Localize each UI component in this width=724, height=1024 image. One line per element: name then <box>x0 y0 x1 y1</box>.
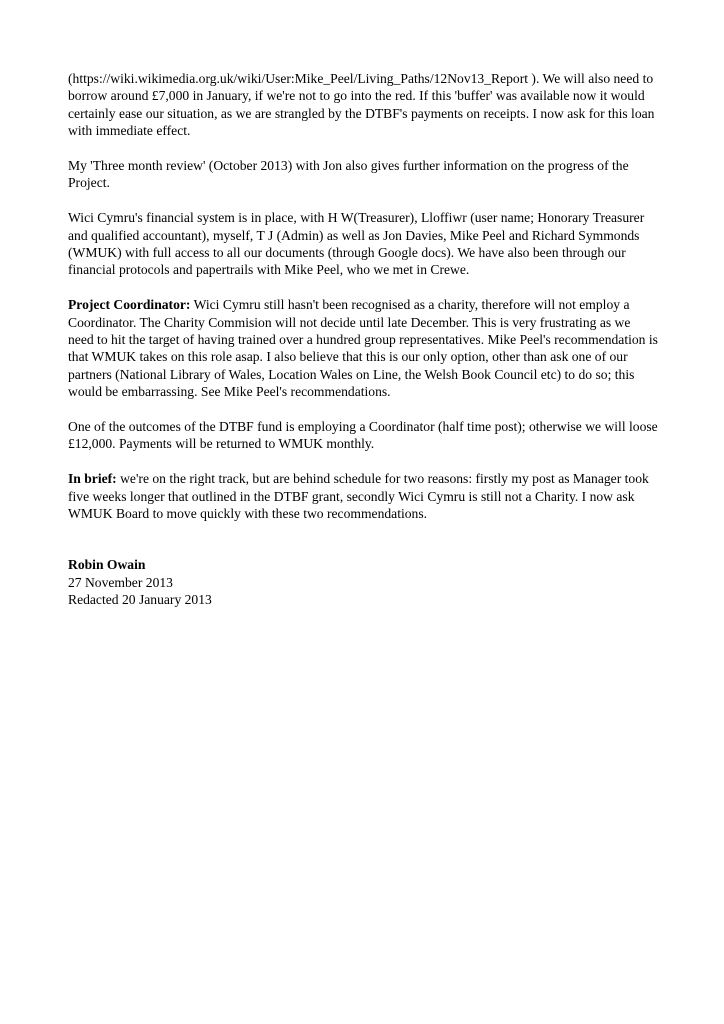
document-page <box>68 70 658 609</box>
paragraph-text: My 'Three month review' (October 2013) with Jon also gives further information on the progress of the Project. <box>68 158 629 191</box>
paragraph-lead: Project Coordinator: <box>68 297 191 313</box>
paragraph-lead: In brief: <box>68 471 117 487</box>
signature-block <box>68 556 658 608</box>
paragraph-dtbf-outcomes <box>68 418 658 453</box>
paragraph-text: Wici Cymru still hasn't been recognised as a charity, therefore will not employ a Coordinator. The Charity Commision will not decide until late December. This is very frustrating as we need to hit the target of having trained over a hundred group representatives. Mike Peel's recommendation is that WMUK takes on this role asap. I also believe that this is our only option, other than ask one of our partners (National Library of Wales, Location Wales on Line, the Welsh Book Council etc) to do so; this would be embarrassing. See Mike Peel's recommendations. <box>68 297 658 400</box>
paragraph-text: Wici Cymru's financial system is in place, with H W(Treasurer), Lloffiwr (user name; Honorary Treasurer and qualified accountant), myself, T J (Admin) as well as Jon Davies, Mike Peel and Richard Symmonds (WMUK) with full access to all our documents (through Google docs). We have also been through our financial protocols and papertrails with Mike Peel, who we met in Crewe. <box>68 210 645 278</box>
paragraph-project-coordinator <box>68 296 658 400</box>
paragraph-in-brief <box>68 470 658 522</box>
paragraph-loan-request <box>68 70 658 140</box>
paragraph-text: One of the outcomes of the DTBF fund is employing a Coordinator (half time post); otherwise we will loose £12,000. Payments will be returned to WMUK monthly. <box>68 419 658 452</box>
signature-name: Robin Owain <box>68 557 146 573</box>
paragraph-text: (https://wiki.wikimedia.org.uk/wiki/User:Mike_Peel/Living_Paths/12Nov13_Report ). We will also need to borrow around £7,000 in January, if we're not to go into the red. If this 'buffer' was available now it would certainly ease our situation, as we are strangled by the DTBF's payments on receipts. I now ask for this loan with immediate effect. <box>68 71 655 139</box>
paragraph-text: we're on the right track, but are behind schedule for two reasons: firstly my post as Manager took five weeks longer that outlined in the DTBF grant, secondly Wici Cymru is still not a Charity. I now ask WMUK Board to move quickly with these two recommendations. <box>68 471 649 522</box>
paragraph-financial-system <box>68 209 658 279</box>
signature-date: 27 November 2013 <box>68 574 173 590</box>
paragraph-three-month-review <box>68 157 658 192</box>
signature-redacted-note: Redacted 20 January 2013 <box>68 592 212 608</box>
